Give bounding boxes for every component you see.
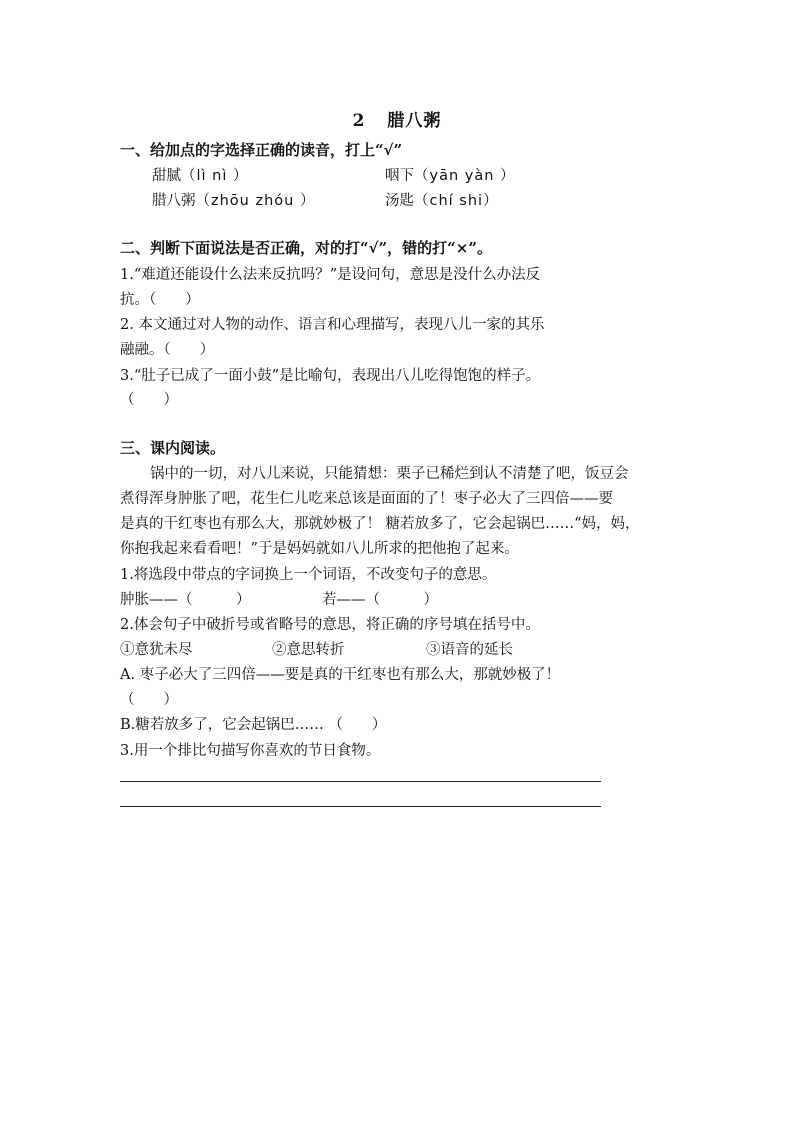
judge-line: 2. 本文通过对人物的动作、语言和心理描写，表现八儿一家的其乐 (120, 317, 545, 333)
pinyin-item-1 (152, 166, 249, 186)
pinyin-item-2 (385, 166, 516, 186)
question-2-option-2: ②意思转折 (272, 642, 345, 658)
question-1-answer-a: 肿胀——（ ） (120, 592, 251, 608)
section1-heading: 一、给加点的字选择正确的读音，打上“√” (120, 141, 403, 159)
judge-line: 融融。（ ） (120, 342, 215, 358)
judge-line: 抗。（ ） (120, 292, 200, 308)
question-2: 2.体会句子中破折号或省略号的意思，将正确的序号填在括号中。 (120, 617, 540, 633)
answer-line-2 (120, 806, 601, 807)
lesson-number: 2 (352, 111, 366, 131)
section3-heading: 三、课内阅读。 (120, 439, 226, 457)
pinyin-options: （lì nì ） (181, 168, 249, 184)
section2-heading: 二、判断下面说法是否正确，对的打“√”，错的打“×”。 (120, 239, 492, 257)
question-1-answer-b: 若——（ ） (322, 592, 438, 608)
question-2-option-1: ①意犹未尽 (120, 642, 193, 658)
question-3: 3.用一个排比句描写你喜欢的节日食物。 (120, 743, 381, 759)
pinyin-options: （zhōu zhóu ） (195, 193, 316, 209)
passage-line: 煮得浑身肿胀了吧，花生仁儿吃来总该是面面的了！枣子必大了三四倍——要 (120, 491, 613, 507)
pinyin-word: 汤匙 (385, 193, 414, 209)
pinyin-options: （chí shi） (414, 193, 499, 209)
judge-line: 3.“肚子已成了一面小鼓”是比喻句，表现出八儿吃得饱饱的样子。 (120, 368, 541, 384)
passage-line: 是真的干红枣也有那么大，那就妙极了！ 糖若放多了，它会起锅巴……“妈，妈， (120, 516, 640, 532)
question-1: 1.将选段中带点的字词换上一个词语，不改变句子的意思。 (120, 567, 497, 583)
judge-line: 1.“难道还能设什么法来反抗吗？”是设问句，意思是没什么办法反 (120, 267, 541, 283)
pinyin-item-3 (152, 191, 315, 211)
judge-line: （ ） (120, 392, 178, 408)
pinyin-word: 腊八粥 (152, 193, 196, 209)
lesson-name: 腊八粥 (387, 111, 442, 131)
pinyin-word: 咽下 (385, 168, 414, 184)
question-2-b: B.糖若放多了，它会起锅巴…… （ ） (120, 717, 387, 733)
passage-line: 锅中的一切，对八儿来说，只能猜想：栗子已稀烂到认不清楚了吧，饭豆会 (150, 466, 629, 482)
question-2-option-3: ③语音的延长 (426, 642, 513, 658)
answer-line-1 (120, 781, 601, 782)
pinyin-item-4 (385, 191, 499, 211)
question-2-a: A. 枣子必大了三四倍——要是真的干红枣也有那么大，那就妙极了！ (120, 667, 561, 683)
question-2-a-paren: （ ） (120, 692, 178, 708)
lesson-title (0, 106, 794, 131)
pinyin-options: （yān yàn ） (414, 168, 516, 184)
passage-line: 你抱我起来看看吧！”于是妈妈就如八儿所求的把他抱了起来。 (120, 541, 519, 557)
pinyin-word: 甜腻 (152, 168, 181, 184)
